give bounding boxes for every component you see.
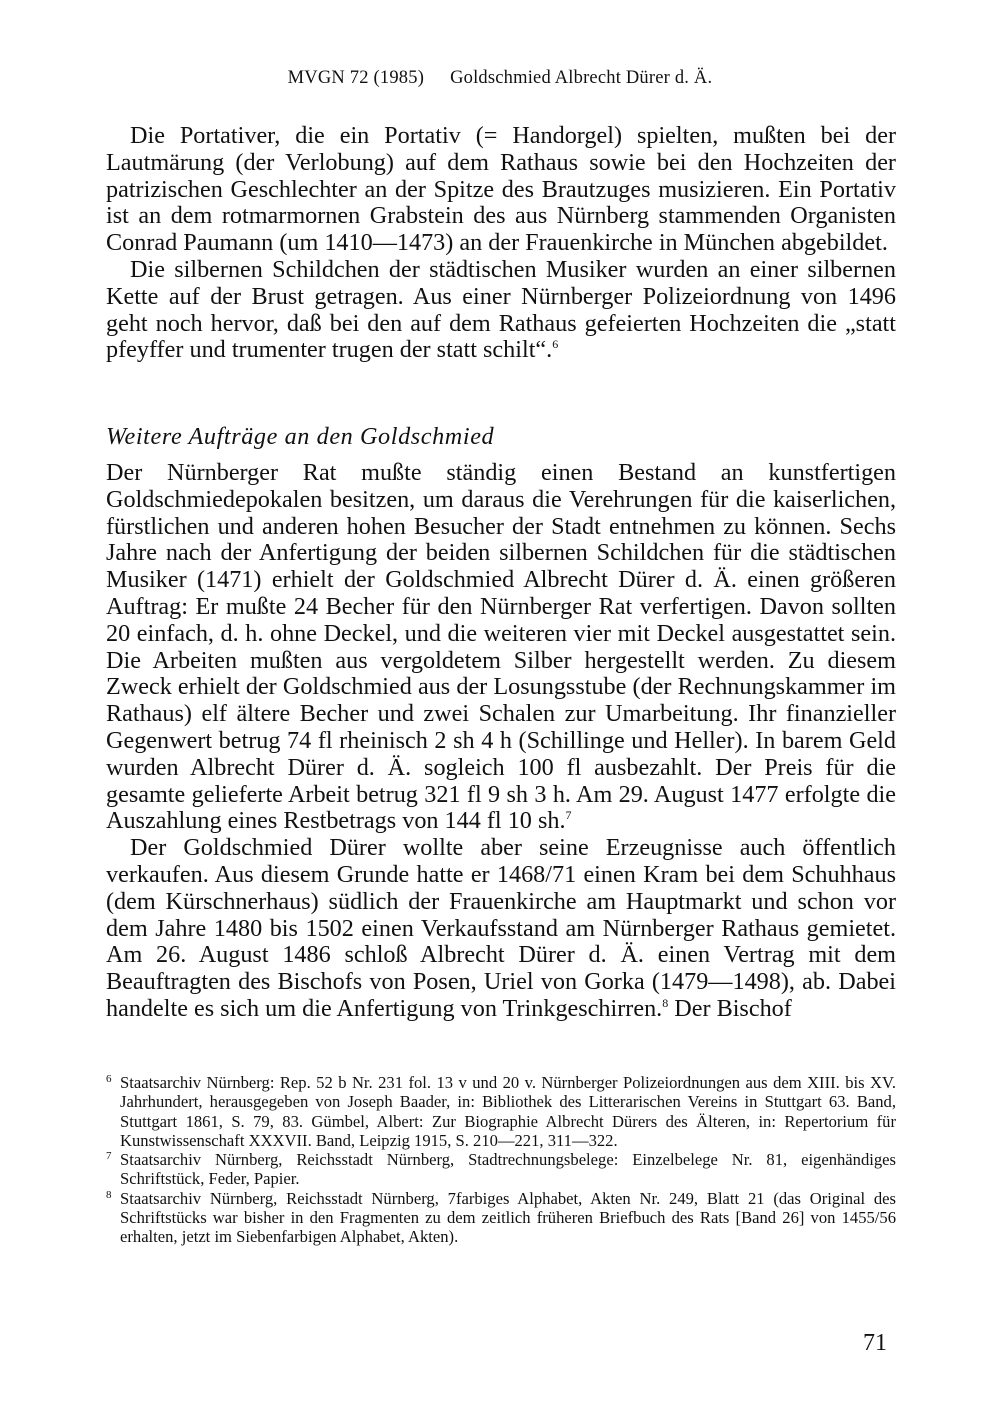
intro-text-block — [106, 123, 896, 364]
footnote-number: 6 — [106, 1073, 112, 1085]
paragraph-schildchen-text: Die silbernen Schildchen der städtischen Musiker wurden an einer silbernen Kette auf der Brust getragen. Aus einer Nürnberger Polizeiordnung von 1496 geht noch hervor, daß bei den auf dem Rathaus gefeierten Hochzeiten die „statt pfeyffer und trumenter trugen der statt schilt“. — [106, 255, 896, 364]
footnote-text: Staatsarchiv Nürnberg: Rep. 52 b Nr. 231 fol. 13 v und 20 v. Nürnberger Polizeiordnungen aus dem XIII. bis XV. Jahrhundert, herausgegeben von Joseph Baader, in: Bibliothek des Litterarischen Vereins in Stuttgart 63. Band, Stuttgart 1861, S. 79, 83. Gümbel, Albert: Zur Biographie Albrecht Dürers des Älteren, in: Repertorium für Kunstwissenschaft XXXVII. Band, Leipzig 1915, S. 210—221, 311—322. — [120, 1073, 896, 1150]
footnote-ref-6: 6 — [552, 337, 559, 352]
footnote-6 — [106, 1073, 896, 1150]
paragraph-verkauf-text: Der Goldschmied Dürer wollte aber seine Erzeugnisse auch öffentlich verkaufen. Aus diesem Grunde hatte er 1468/71 einen Kram bei dem Schuhhaus (dem Kürschnerhaus) südlich der Frauenkirche am Hauptmarkt und schon vor dem Jahre 1480 bis 1502 einen Verkaufsstand am Nürnberger Rathaus gemietet. Am 26. August 1486 schloß Albrecht Dürer d. Ä. einen Vertrag mit dem Beauftragten des Bischofs von Posen, Uriel von Gorka (1479—1498), ab. Dabei handelte es sich um die Anfertigung von Trinkgeschirren. — [106, 834, 896, 1022]
footnote-text: Staatsarchiv Nürnberg, Reichsstadt Nürnberg, Stadtrechnungsbelege: Einzelbelege Nr. 81, eigenhändiges Schriftstück, Feder, Papier. — [120, 1150, 896, 1189]
page-number: 71 — [863, 1330, 887, 1356]
footnotes — [106, 1073, 896, 1247]
paragraph-portativ: Die Portativer, die ein Portativ (= Handorgel) spielten, mußten bei der Lautmärung (der Verlobung) auf dem Rathaus sowie bei den Hochzeiten der patrizischen Geschlechter an der Spitze des Brautzuges musizieren. Ein Portativ ist an dem rotmarmornen Grabstein des aus Nürnberg stammenden Organisten Conrad Paumann (um 1410—1473) an der Frauenkirche in München abgebildet. — [106, 122, 896, 257]
paragraph-verkauf-tail: Der Bischof — [668, 994, 792, 1022]
section-text-block — [106, 460, 896, 1023]
journal-reference: MVGN 72 (1985) — [287, 68, 425, 88]
paragraph-auftraege-text: Der Nürnberger Rat mußte ständig einen Bestand an kunstfertigen Goldschmiedepokalen besitzen, um daraus die Verehrungen für die kaiserlichen, fürstlichen und anderen hohen Besucher der Stadt entnehmen zu können. Sechs Jahre nach der Anfertigung der beiden silbernen Schildchen für die städtischen Musiker (1471) erhielt der Goldschmied Albrecht Dürer d. Ä. einen größeren Auftrag: Er mußte 24 Becher für den Nürnberger Rat verfertigen. Davon sollten 20 einfach, d. h. ohne Deckel, und die weiteren vier mit Deckel ausgestattet sein. Die Arbeiten mußten aus vergoldetem Silber hergestellt werden. Zu diesem Zweck erhielt der Goldschmied aus der Losungsstube (der Rechnungskammer im Rathaus) elf ältere Becher und zwei Schalen zur Umarbeitung. Ihr finanzieller Gegenwert betrug 74 fl rheinisch 2 sh 4 h (Schillinge und Heller). In barem Geld wurden Albrecht Dürer d. Ä. sogleich 100 fl ausbezahlt. Der Preis für die gesamte gelieferte Arbeit betrug 321 fl 9 sh 3 h. Am 29. August 1477 erfolgte die Auszahlung eines Restbetrags von 144 fl 10 sh. — [106, 459, 896, 835]
footnote-7 — [106, 1150, 896, 1189]
running-header — [0, 68, 1000, 89]
paragraph-schildchen — [106, 257, 896, 364]
footnote-number: 8 — [106, 1188, 112, 1201]
section-heading: Weitere Aufträge an den Goldschmied — [106, 423, 495, 450]
footnote-8 — [106, 1189, 896, 1247]
footnote-text: Staatsarchiv Nürnberg, Reichsstadt Nürnberg, 7farbiges Alphabet, Akten Nr. 249, Blatt 21 (das Original des Schriftstücks war bisher in den Fragmenten zu dem zeitlich früheren Briefbuch des Rats [Band 26] von 1455/56 erhalten, jetzt im Siebenfarbigen Alphabet, Akten). — [120, 1188, 896, 1247]
running-title: Goldschmied Albrecht Dürer d. Ä. — [450, 68, 713, 88]
paragraph-auftraege — [106, 460, 896, 835]
footnote-ref-7: 7 — [565, 808, 572, 823]
paragraph-verkauf — [106, 835, 896, 1023]
footnote-number: 7 — [106, 1150, 112, 1163]
footnote-ref-8: 8 — [662, 995, 669, 1010]
